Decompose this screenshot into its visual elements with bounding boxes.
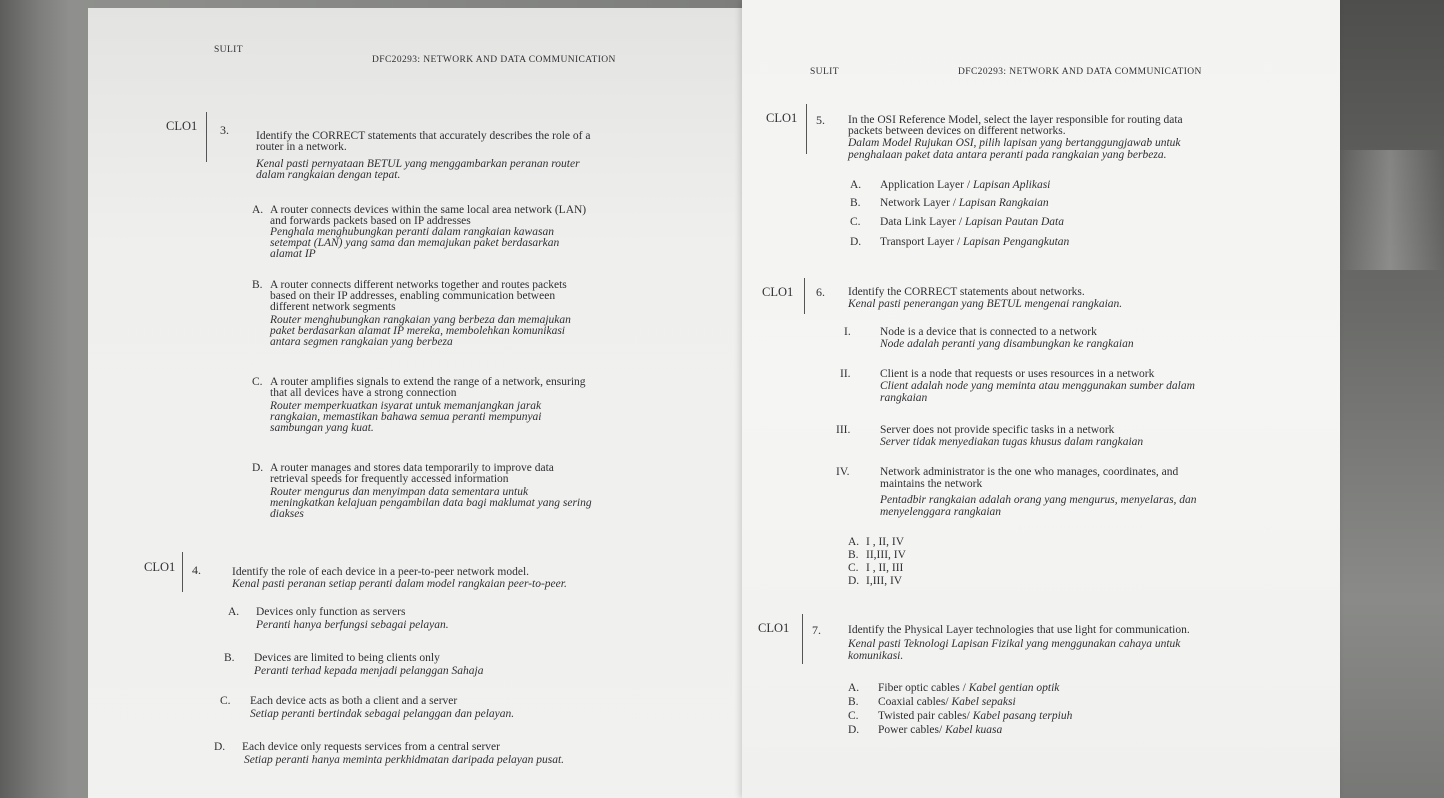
q7-question: Identify the Physical Layer technologies that use light for communication. [848, 624, 1190, 636]
q3-option-b-ms-1: Router menghubungkan rangkaian yang berbeza dan memajukan [270, 314, 571, 326]
left-sulit-label: SULIT [214, 45, 243, 55]
right-sulit-label: SULIT [810, 67, 839, 77]
q3-option-a-line-2: and forwards packets based on IP addresses [270, 215, 471, 227]
q7-option-d [878, 724, 1002, 736]
q4-option-a-ms: Peranti hanya berfungsi sebagai pelayan. [256, 619, 449, 631]
q6-statement-iii-text: Server does not provide specific tasks in a network [880, 424, 1115, 436]
q6-option-c-letter: C. [848, 562, 859, 574]
q6-statement-ii-text: Client is a node that requests or uses resources in a network [880, 368, 1155, 380]
q5-option-d-ms: Lapisan Pengangkutan [962, 236, 1070, 248]
q3-option-a-ms-3: alamat IP [270, 248, 316, 260]
q7-option-d-text: Power cables/ [878, 724, 946, 736]
q7-question-ms-1: Kenal pasti Teknologi Lapisan Fizikal yang menggunakan cahaya untuk [848, 638, 1181, 650]
q6-statement-iv-roman: IV. [836, 466, 850, 478]
q6-divider [804, 278, 805, 314]
q5-option-d-letter: D. [850, 236, 862, 248]
q3-option-c-line-2: that all devices have a strong connection [270, 387, 457, 399]
q3-option-c-ms-3: sambungan yang kuat. [270, 422, 374, 434]
q3-option-d-line-2: retrieval speeds for frequently accessed information [270, 473, 509, 485]
q3-divider [206, 112, 207, 162]
q4-divider [182, 552, 183, 592]
q3-option-d-line-1: A router manages and stores data temporarily to improve data [270, 462, 554, 474]
q4-option-b-letter: B. [224, 652, 235, 664]
q6-statement-iv-text-2: maintains the network [880, 478, 983, 490]
q6-option-a-text: I , II, IV [866, 536, 904, 548]
q7-clo-label: CLO1 [758, 621, 790, 635]
q5-divider [806, 104, 807, 154]
q5-option-c-letter: C. [850, 216, 861, 228]
q3-option-c-ms-1: Router memperkuatkan isyarat untuk memanjangkan jarak [270, 400, 542, 412]
q5-number: 5. [816, 113, 825, 127]
q3-option-d-ms-2: meningkatkan kelajuan pengambilan data bagi maklumat yang sering [270, 497, 592, 509]
q5-question-ms-line-2: penghalaan paket data antara peranti pada rangkaian yang berbeza. [848, 149, 1167, 161]
q6-option-c-text: I , II, III [866, 562, 904, 574]
q7-option-c [878, 710, 1072, 722]
q6-clo-label: CLO1 [762, 285, 794, 299]
q6-statement-ii-ms-2: rangkaian [880, 392, 928, 404]
q4-option-a-text: Devices only function as servers [256, 606, 406, 618]
q7-option-a-text: Fiber optic cables / [878, 682, 969, 694]
q3-option-b-line-2: based on their IP addresses, enabling communication between [270, 290, 556, 302]
q7-option-a-ms: Kabel gentian optik [968, 682, 1060, 694]
q5-option-b [880, 197, 1049, 209]
right-course-title: DFC20293: NETWORK AND DATA COMMUNICATION [958, 67, 1202, 77]
q7-option-b-ms: Kabel sepaksi [951, 696, 1016, 708]
q4-option-a-letter: A. [228, 606, 240, 618]
right-exam-page [742, 0, 1340, 798]
q7-option-c-ms: Kabel pasang terpiuh [972, 710, 1073, 722]
q6-option-d-text: I,III, IV [866, 575, 903, 587]
q6-statement-i-ms: Node adalah peranti yang disambungkan ke rangkaian [880, 338, 1134, 350]
light-glare [1336, 150, 1444, 270]
q5-option-b-letter: B. [850, 197, 861, 209]
q4-option-b-ms: Peranti terhad kepada menjadi pelanggan Sahaja [254, 665, 484, 677]
q3-option-d-ms-3: diakses [270, 508, 304, 520]
q5-option-a [880, 179, 1050, 191]
q6-question-ms: Kenal pasti penerangan yang BETUL mengenai rangkaian. [848, 298, 1123, 310]
background-desk [1336, 0, 1444, 798]
q5-option-c-text: Data Link Layer / [880, 216, 965, 228]
q3-option-a-ms-1: Penghala menghubungkan peranti dalam rangkaian kawasan [270, 226, 554, 238]
q6-option-a-letter: A. [848, 536, 860, 548]
q5-option-b-ms: Lapisan Rangkaian [958, 197, 1049, 209]
q5-clo-label: CLO1 [766, 111, 798, 125]
q3-option-d-ms-1: Router mengurus dan menyimpan data sementara untuk [270, 486, 529, 498]
q3-question-ms-line-2: dalam rangkaian dengan tepat. [256, 169, 401, 181]
q3-option-c-letter: C. [252, 376, 263, 388]
left-exam-page [88, 8, 808, 798]
q5-option-d-text: Transport Layer / [880, 236, 963, 248]
q3-option-c-ms-2: rangkaian, memastikan bahawa semua peranti mempunyai [270, 411, 542, 423]
q4-option-b-text: Devices are limited to being clients only [254, 652, 440, 664]
q4-clo-label: CLO1 [144, 560, 176, 574]
q7-option-c-letter: C. [848, 710, 859, 722]
q4-option-c-letter: C. [220, 695, 231, 707]
q6-statement-i-roman: I. [844, 326, 851, 338]
q6-number: 6. [816, 285, 825, 299]
q3-option-d-letter: D. [252, 462, 264, 474]
q7-option-b-text: Coaxial cables/ [878, 696, 952, 708]
q6-statement-iii-ms: Server tidak menyediakan tugas khusus dalam rangkaian [880, 436, 1144, 448]
q6-statement-iv-ms-1: Pentadbir rangkaian adalah orang yang mengurus, menyelaras, dan [880, 494, 1197, 506]
q7-divider [802, 614, 803, 664]
q5-option-a-letter: A. [850, 179, 862, 191]
q4-number: 4. [192, 563, 201, 577]
q4-option-c-ms: Setiap peranti bertindak sebagai pelanggan dan pelayan. [250, 708, 515, 720]
q3-option-a-line-1: A router connects devices within the same local area network (LAN) [270, 204, 587, 216]
q3-question-ms-line-1: Kenal pasti pernyataan BETUL yang menggambarkan peranan router [256, 158, 580, 170]
q4-question: Identify the role of each device in a peer-to-peer network model. [232, 566, 530, 578]
q3-option-b-ms-3: antara segmen rangkaian yang berbeza [270, 336, 453, 348]
q7-option-b [878, 696, 1016, 708]
q3-question-line-1: Identify the CORRECT statements that accurately describes the role of a [256, 130, 591, 142]
q6-option-b-text: II,III, IV [866, 549, 906, 561]
q5-option-a-text: Application Layer / [880, 179, 973, 191]
q3-number: 3. [220, 123, 229, 137]
q4-option-d-text: Each device only requests services from a central server [242, 741, 500, 753]
q6-question: Identify the CORRECT statements about networks. [848, 286, 1085, 298]
q7-question-ms-2: komunikasi. [848, 650, 904, 662]
q3-option-b-line-1: A router connects different networks together and routes packets [270, 279, 567, 291]
q6-option-d-letter: D. [848, 575, 860, 587]
q6-statement-ii-ms-1: Client adalah node yang meminta atau menggunakan sumber dalam [880, 380, 1195, 392]
q7-option-d-ms: Kabel kuasa [945, 724, 1003, 736]
q5-question-ms-line-1: Dalam Model Rujukan OSI, pilih lapisan yang bertanggungjawab untuk [848, 137, 1181, 149]
q3-option-a-letter: A. [252, 204, 264, 216]
q3-option-b-letter: B. [252, 279, 263, 291]
q6-statement-iii-roman: III. [836, 424, 851, 436]
q4-question-ms: Kenal pasti peranan setiap peranti dalam model rangkaian peer-to-peer. [232, 578, 567, 590]
q3-option-a-ms-2: setempat (LAN) yang sama dan memajukan paket berdasarkan [270, 237, 560, 249]
q4-option-c-text: Each device acts as both a client and a server [250, 695, 458, 707]
left-course-title: DFC20293: NETWORK AND DATA COMMUNICATION [372, 55, 616, 65]
q7-option-c-text: Twisted pair cables/ [878, 710, 973, 722]
q6-statement-iv-ms-2: menyelenggara rangkaian [880, 506, 1002, 518]
q7-option-a-letter: A. [848, 682, 860, 694]
q7-option-b-letter: B. [848, 696, 859, 708]
q7-number: 7. [812, 623, 821, 637]
q5-option-d [880, 236, 1069, 248]
q3-option-b-line-3: different network segments [270, 301, 396, 313]
q5-option-a-ms: Lapisan Aplikasi [972, 179, 1051, 191]
q7-option-a [878, 682, 1059, 694]
q3-question-line-2: router in a network. [256, 141, 347, 153]
q6-statement-ii-roman: II. [840, 368, 851, 380]
q6-statement-i-text: Node is a device that is connected to a network [880, 326, 1097, 338]
q6-option-b-letter: B. [848, 549, 859, 561]
q5-question-line-1: In the OSI Reference Model, select the layer responsible for routing data [848, 114, 1183, 126]
q5-question-line-2: packets between devices on different networks. [848, 125, 1066, 137]
q7-option-d-letter: D. [848, 724, 860, 736]
q5-option-b-text: Network Layer / [880, 197, 959, 209]
q3-option-b-ms-2: paket berdasarkan alamat IP mereka, membolehkan komunikasi [270, 325, 565, 337]
q4-option-d-ms: Setiap peranti hanya meminta perkhidmatan daripada pelayan pusat. [244, 754, 565, 766]
q5-option-c [880, 216, 1064, 228]
q6-statement-iv-text-1: Network administrator is the one who manages, coordinates, and [880, 466, 1179, 478]
q4-option-d-letter: D. [214, 741, 226, 753]
q5-option-c-ms: Lapisan Pautan Data [964, 216, 1064, 228]
q3-clo-label: CLO1 [166, 119, 198, 133]
q3-option-c-line-1: A router amplifies signals to extend the range of a network, ensuring [270, 376, 586, 388]
